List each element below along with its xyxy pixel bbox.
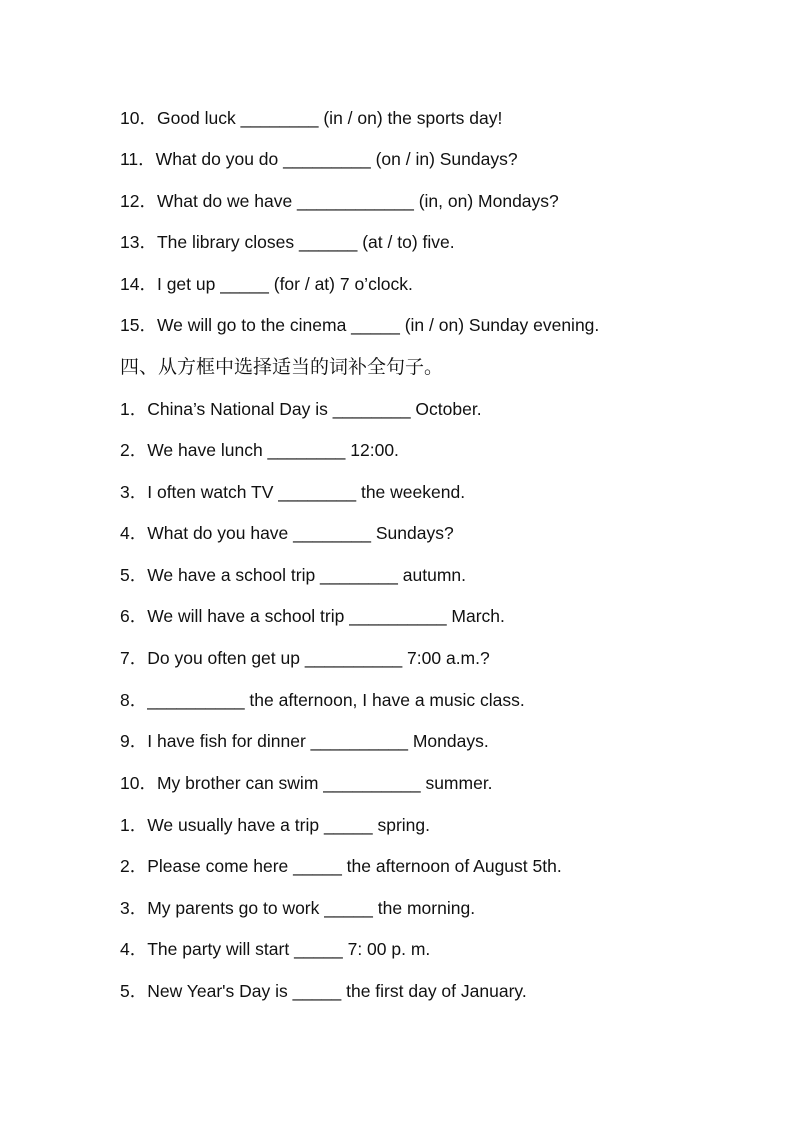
question-text: The party will start _____ 7: 00 p. m. [147,939,431,959]
question-text: Good luck ________ (in / on) the sports day! [156,108,503,128]
question-line [120,103,502,133]
question-text: My parents go to work _____ the morning. [147,898,476,918]
question-text: We have lunch ________ 12:00. [147,440,399,460]
question-line [120,601,505,631]
question-line [120,394,482,424]
question-number: 8． [120,690,148,710]
question-text: New Year's Day is _____ the first day of January. [147,981,527,1001]
question-line [120,310,599,340]
question-line [120,685,525,715]
question-number: 3． [120,898,148,918]
question-text: We usually have a trip _____ spring. [147,815,430,835]
question-number: 10． [120,773,157,793]
question-text: The library closes ______ (at / to) five. [156,232,455,252]
question-line [120,518,454,548]
question-number: 1． [120,815,148,835]
question-text: What do you do _________ (on / in) Sundays? [155,149,518,169]
question-number: 11． [120,149,156,169]
question-number: 5． [120,565,148,585]
question-number: 10． [120,108,157,128]
question-number: 7． [120,648,148,668]
question-number: 4． [120,939,148,959]
question-number: 15． [120,315,157,335]
question-text: China’s National Day is ________ October. [147,399,482,419]
question-number: 13． [120,232,157,252]
section-heading: 四、从方框中选择适当的词补全句子。 [120,356,444,378]
question-number: 14． [120,274,157,294]
question-text: __________ the afternoon, I have a music class. [147,690,525,710]
question-text: I get up _____ (for / at) 7 o’clock. [156,274,413,294]
question-text: I have fish for dinner __________ Mondays. [147,731,489,751]
question-line [120,477,465,507]
question-line [120,435,399,465]
question-number: 12． [120,191,157,211]
question-text: We will go to the cinema _____ (in / on) Sunday evening. [156,315,600,335]
question-text: We have a school trip ________ autumn. [147,565,467,585]
question-number: 6． [120,606,148,626]
question-number: 9． [120,731,148,751]
question-line [120,810,430,840]
question-number: 4． [120,523,148,543]
question-line [120,643,490,673]
question-line [120,768,493,798]
question-line [120,893,475,923]
question-line [120,851,562,881]
question-text: What do you have ________ Sundays? [147,523,454,543]
question-text: My brother can swim __________ summer. [156,773,493,793]
question-number: 3． [120,482,148,502]
question-text: Do you often get up __________ 7:00 a.m.? [147,648,490,668]
question-number: 2． [120,440,148,460]
question-text: What do we have ____________ (in, on) Mondays? [156,191,559,211]
question-line [120,560,466,590]
question-number: 2． [120,856,148,876]
question-line [120,269,413,299]
question-text: I often watch TV ________ the weekend. [147,482,466,502]
question-line [120,726,489,756]
question-line [120,227,455,257]
question-line [120,976,527,1006]
question-number: 5． [120,981,148,1001]
question-line [120,186,559,216]
question-line [120,144,518,174]
question-text: Please come here _____ the afternoon of August 5th. [147,856,562,876]
question-line [120,934,430,964]
question-number: 1． [120,399,148,419]
question-text: We will have a school trip __________ March. [147,606,505,626]
